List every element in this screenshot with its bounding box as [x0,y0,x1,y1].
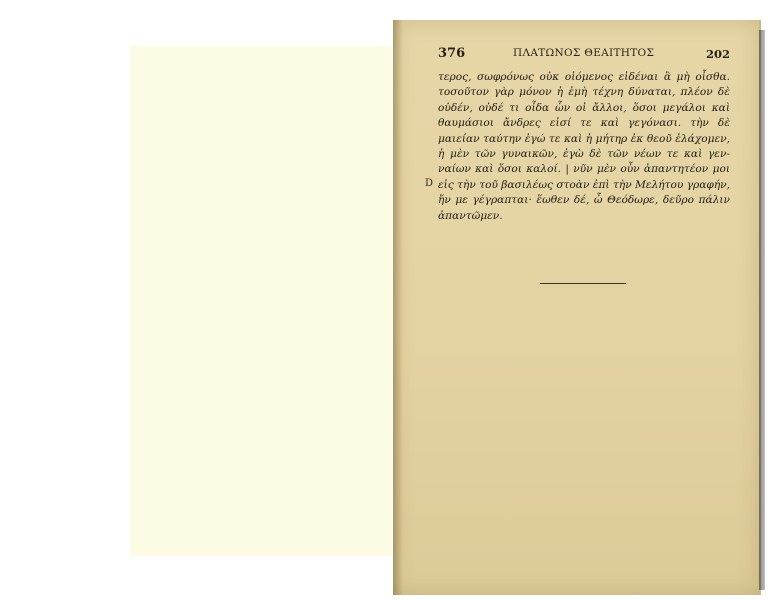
spine-shadow [393,20,403,595]
body-text [438,70,730,224]
text-line: ἥν με γέγραπται· ἕωθεν δέ, ὦ Θεόδωρε, δεῦρο πάλιν [438,194,730,207]
page-edge [759,30,765,590]
blank-left-page [130,46,392,556]
text-line: ναίων καὶ ὅσοι καλοί. | νῦν μὲν οὖν ἀπαντητέον μοι [438,163,730,176]
end-rule [540,283,626,284]
text-line: εἰς τὴν τοῦ βασιλέως στοὰν ἐπὶ τὴν Μελήτου γραφήν, [438,178,730,191]
text-line: τοσοῦτον γὰρ μόνον ἡ ἐμὴ τέχνη δύναται, πλέον δὲ [438,86,730,99]
stephanus-number: 202 [705,47,730,61]
text-line: τερος, σωφρόνως οὐκ οἰόμενος εἰδέναι ἃ μὴ οἶσθα. [438,71,730,83]
text-line: οὐδέν, οὐδέ τι οἶδα ὧν οἱ ἄλλοι, ὅσοι μεγάλοι καὶ [438,101,730,114]
text-line: μαιείαν ταύτην ἐγώ τε καὶ ἡ μήτηρ ἐκ θεοῦ ἐλάχομεν, [438,132,730,145]
margin-section-marker: D [425,178,434,189]
text-line: θαυμάσιοι ἄνδρες εἰσί τε καὶ γεγόνασι. τὴν δὲ [438,117,730,130]
text-line: ἡ μὲν τῶν γυναικῶν, ἐγὼ δὲ τῶν νέων τε καὶ γεν- [438,148,730,161]
page-number-left: 376 [438,46,466,61]
text-line: ἀπαντῶμεν. [438,209,503,222]
running-header [438,46,730,64]
running-title: ΠΛΑΤΩΝΟΣ ΘΕΑΙΤΗΤΟΣ [513,47,655,59]
